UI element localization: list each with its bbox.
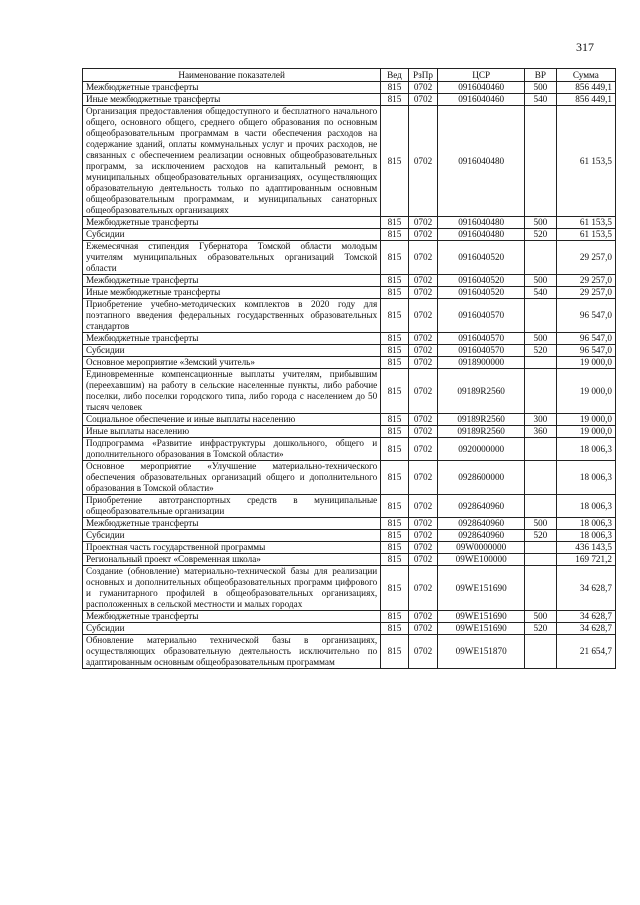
cell-sum: 29 257,0	[556, 241, 615, 275]
cell-sum: 34 628,7	[556, 566, 615, 611]
cell-rzpr: 0702	[408, 275, 438, 287]
cell-rzpr: 0702	[408, 414, 438, 426]
cell-ved: 815	[381, 275, 408, 287]
table-row	[83, 357, 616, 369]
cell-sum: 18 006,3	[556, 438, 615, 461]
table-row	[83, 369, 616, 414]
cell-name: Подпрограмма «Развитие инфраструктуры дошкольного, общего и дополнительного образования в Томской области»	[83, 438, 381, 461]
cell-rzpr: 0702	[408, 566, 438, 611]
cell-vr: 300	[525, 414, 557, 426]
cell-csr: 0916040570	[438, 345, 525, 357]
cell-name: Иные межбюджетные трансферты	[83, 94, 381, 106]
cell-vr	[525, 299, 557, 333]
cell-rzpr: 0702	[408, 94, 438, 106]
cell-csr: 09189R2560	[438, 426, 525, 438]
cell-csr: 09WE151870	[438, 635, 525, 669]
cell-name: Основное мероприятие «Земский учитель»	[83, 357, 381, 369]
cell-name: Ежемесячная стипендия Губернатора Томской области молодым учителям муниципальных образовательных организаций Томской области	[83, 241, 381, 275]
cell-sum: 19 000,0	[556, 369, 615, 414]
cell-sum: 19 000,0	[556, 414, 615, 426]
cell-ved: 815	[381, 461, 408, 495]
cell-csr: 09WE151690	[438, 611, 525, 623]
cell-sum: 34 628,7	[556, 611, 615, 623]
cell-vr: 520	[525, 229, 557, 241]
cell-name: Субсидии	[83, 345, 381, 357]
header-csr: ЦСР	[438, 69, 525, 82]
table-row	[83, 554, 616, 566]
cell-rzpr: 0702	[408, 241, 438, 275]
cell-vr	[525, 542, 557, 554]
budget-table	[82, 68, 616, 669]
cell-sum: 61 153,5	[556, 217, 615, 229]
cell-name: Межбюджетные трансферты	[83, 217, 381, 229]
cell-csr: 0916040460	[438, 82, 525, 94]
table-row	[83, 275, 616, 287]
table-row	[83, 438, 616, 461]
cell-rzpr: 0702	[408, 461, 438, 495]
cell-csr: 09189R2560	[438, 414, 525, 426]
cell-ved: 815	[381, 438, 408, 461]
cell-rzpr: 0702	[408, 530, 438, 542]
cell-ved: 815	[381, 299, 408, 333]
cell-vr: 500	[525, 333, 557, 345]
cell-vr: 500	[525, 611, 557, 623]
cell-rzpr: 0702	[408, 217, 438, 229]
cell-sum: 856 449,1	[556, 94, 615, 106]
cell-csr: 0928640960	[438, 518, 525, 530]
table-row	[83, 94, 616, 106]
cell-sum: 18 006,3	[556, 461, 615, 495]
cell-vr	[525, 369, 557, 414]
cell-vr: 520	[525, 623, 557, 635]
table-row	[83, 495, 616, 518]
cell-csr: 0916040480	[438, 217, 525, 229]
cell-rzpr: 0702	[408, 369, 438, 414]
cell-csr: 09W0000000	[438, 542, 525, 554]
cell-rzpr: 0702	[408, 518, 438, 530]
cell-csr: 0916040520	[438, 275, 525, 287]
cell-ved: 815	[381, 414, 408, 426]
cell-ved: 815	[381, 287, 408, 299]
cell-name: Субсидии	[83, 229, 381, 241]
cell-sum: 21 654,7	[556, 635, 615, 669]
cell-name: Межбюджетные трансферты	[83, 611, 381, 623]
table-row	[83, 426, 616, 438]
cell-csr: 0916040460	[438, 94, 525, 106]
cell-name: Приобретение учебно-методических комплектов в 2020 году для поэтапного введения федеральных государственных образовательных стандартов	[83, 299, 381, 333]
cell-csr: 09WE100000	[438, 554, 525, 566]
cell-sum: 19 000,0	[556, 426, 615, 438]
cell-vr	[525, 461, 557, 495]
cell-vr: 500	[525, 217, 557, 229]
cell-vr	[525, 495, 557, 518]
table-row	[83, 635, 616, 669]
table-row	[83, 217, 616, 229]
cell-vr: 360	[525, 426, 557, 438]
cell-name: Субсидии	[83, 530, 381, 542]
header-rzpr: РзПр	[408, 69, 438, 82]
table-row	[83, 566, 616, 611]
cell-rzpr: 0702	[408, 635, 438, 669]
cell-rzpr: 0702	[408, 623, 438, 635]
cell-ved: 815	[381, 518, 408, 530]
cell-rzpr: 0702	[408, 229, 438, 241]
table-header-row	[83, 69, 616, 82]
table-row	[83, 333, 616, 345]
cell-name: Единовременные компенсационные выплаты учителям, прибывшим (переехавшим) на работу в сельские населенные пункты, либо рабочие поселки, либо поселки городского типа, либо города с населением до 50 тысяч человек	[83, 369, 381, 414]
table-row	[83, 241, 616, 275]
cell-csr: 09WE151690	[438, 623, 525, 635]
cell-sum: 18 006,3	[556, 530, 615, 542]
cell-ved: 815	[381, 345, 408, 357]
table-row	[83, 106, 616, 217]
cell-name: Иные межбюджетные трансферты	[83, 287, 381, 299]
cell-vr: 540	[525, 287, 557, 299]
page-number: 317	[576, 40, 594, 54]
cell-vr	[525, 241, 557, 275]
cell-ved: 815	[381, 566, 408, 611]
cell-sum: 61 153,5	[556, 229, 615, 241]
header-ved: Вед	[381, 69, 408, 82]
cell-name: Иные выплаты населению	[83, 426, 381, 438]
cell-ved: 815	[381, 495, 408, 518]
cell-vr	[525, 566, 557, 611]
table-body	[83, 82, 616, 669]
cell-name: Межбюджетные трансферты	[83, 275, 381, 287]
cell-sum: 34 628,7	[556, 623, 615, 635]
cell-csr: 0916040570	[438, 299, 525, 333]
cell-name: Проектная часть государственной программы	[83, 542, 381, 554]
cell-rzpr: 0702	[408, 299, 438, 333]
cell-rzpr: 0702	[408, 287, 438, 299]
cell-csr: 0928640960	[438, 530, 525, 542]
cell-vr: 500	[525, 275, 557, 287]
cell-sum: 856 449,1	[556, 82, 615, 94]
table-row	[83, 611, 616, 623]
cell-name: Обновление материально технической базы в организациях, осуществляющих образовательную деятельность исключительно по адаптированным основным общеобразовательным программам	[83, 635, 381, 669]
table-row	[83, 530, 616, 542]
table-row	[83, 542, 616, 554]
table-row	[83, 82, 616, 94]
cell-vr: 540	[525, 94, 557, 106]
cell-ved: 815	[381, 333, 408, 345]
cell-vr	[525, 635, 557, 669]
cell-vr: 520	[525, 530, 557, 542]
table-row	[83, 414, 616, 426]
cell-rzpr: 0702	[408, 611, 438, 623]
cell-sum: 19 000,0	[556, 357, 615, 369]
cell-ved: 815	[381, 369, 408, 414]
cell-name: Субсидии	[83, 623, 381, 635]
cell-ved: 815	[381, 530, 408, 542]
cell-name: Организация предоставления общедоступного и бесплатного начального общего, основного общего, среднего общего образования по основным общеобразовательным программам в части обеспечения расходов на содержание зданий, оплаты коммунальных услуг и прочих расходов, не связанных с обеспечением реализации основных общеобразовательных программ, за исключением расходов на капитальный ремонт, в муниципальных общеобразовательных организациях, осуществляющих образовательную деятельность только по адаптированным основным общеобразовательным программам, и муниципальных санаторных общеобразовательных организациях	[83, 106, 381, 217]
cell-ved: 815	[381, 635, 408, 669]
cell-name: Межбюджетные трансферты	[83, 82, 381, 94]
cell-name: Приобретение автотранспортных средств в муниципальные общеобразовательные организации	[83, 495, 381, 518]
cell-ved: 815	[381, 554, 408, 566]
cell-name: Межбюджетные трансферты	[83, 333, 381, 345]
cell-ved: 815	[381, 611, 408, 623]
cell-vr	[525, 554, 557, 566]
cell-ved: 815	[381, 229, 408, 241]
cell-name: Социальное обеспечение и иные выплаты населению	[83, 414, 381, 426]
cell-csr: 0916040520	[438, 241, 525, 275]
cell-rzpr: 0702	[408, 106, 438, 217]
cell-vr	[525, 438, 557, 461]
cell-name: Межбюджетные трансферты	[83, 518, 381, 530]
cell-sum: 61 153,5	[556, 106, 615, 217]
cell-csr: 0916040480	[438, 106, 525, 217]
cell-name: Региональный проект «Современная школа»	[83, 554, 381, 566]
cell-csr: 09189R2560	[438, 369, 525, 414]
table-row	[83, 287, 616, 299]
cell-rzpr: 0702	[408, 542, 438, 554]
cell-name: Основное мероприятие «Улучшение материально-технического обеспечения образовательных организаций общего и дополнительного образования в Томской области»	[83, 461, 381, 495]
cell-sum: 18 006,3	[556, 518, 615, 530]
header-vr: ВР	[525, 69, 557, 82]
table-row	[83, 345, 616, 357]
cell-vr	[525, 357, 557, 369]
cell-sum: 96 547,0	[556, 345, 615, 357]
cell-sum: 29 257,0	[556, 275, 615, 287]
cell-rzpr: 0702	[408, 345, 438, 357]
cell-ved: 815	[381, 542, 408, 554]
table-row	[83, 623, 616, 635]
cell-csr: 0916040480	[438, 229, 525, 241]
cell-ved: 815	[381, 241, 408, 275]
cell-ved: 815	[381, 623, 408, 635]
cell-rzpr: 0702	[408, 82, 438, 94]
cell-rzpr: 0702	[408, 495, 438, 518]
cell-vr	[525, 106, 557, 217]
cell-rzpr: 0702	[408, 357, 438, 369]
cell-sum: 169 721,2	[556, 554, 615, 566]
cell-sum: 18 006,3	[556, 495, 615, 518]
cell-csr: 0916040520	[438, 287, 525, 299]
cell-csr: 0928640960	[438, 495, 525, 518]
cell-ved: 815	[381, 357, 408, 369]
cell-csr: 0916040570	[438, 333, 525, 345]
cell-ved: 815	[381, 94, 408, 106]
cell-rzpr: 0702	[408, 554, 438, 566]
table-row	[83, 299, 616, 333]
cell-ved: 815	[381, 426, 408, 438]
cell-vr: 520	[525, 345, 557, 357]
cell-rzpr: 0702	[408, 333, 438, 345]
cell-ved: 815	[381, 217, 408, 229]
cell-rzpr: 0702	[408, 438, 438, 461]
cell-ved: 815	[381, 82, 408, 94]
table-row	[83, 518, 616, 530]
cell-ved: 815	[381, 106, 408, 217]
cell-sum: 436 143,5	[556, 542, 615, 554]
header-name: Наименование показателей	[83, 69, 381, 82]
table-row	[83, 229, 616, 241]
cell-rzpr: 0702	[408, 426, 438, 438]
header-sum: Сумма	[556, 69, 615, 82]
cell-vr: 500	[525, 518, 557, 530]
cell-csr: 0928600000	[438, 461, 525, 495]
cell-sum: 29 257,0	[556, 287, 615, 299]
cell-sum: 96 547,0	[556, 333, 615, 345]
cell-csr: 0918900000	[438, 357, 525, 369]
table-row	[83, 461, 616, 495]
cell-vr: 500	[525, 82, 557, 94]
cell-csr: 0920000000	[438, 438, 525, 461]
cell-name: Создание (обновление) материально-технической базы для реализации основных и дополнительных общеобразовательных программ цифрового и гуманитарного профилей в общеобразовательных организациях, расположенных в сельской местности и малых городах	[83, 566, 381, 611]
cell-sum: 96 547,0	[556, 299, 615, 333]
cell-csr: 09WE151690	[438, 566, 525, 611]
